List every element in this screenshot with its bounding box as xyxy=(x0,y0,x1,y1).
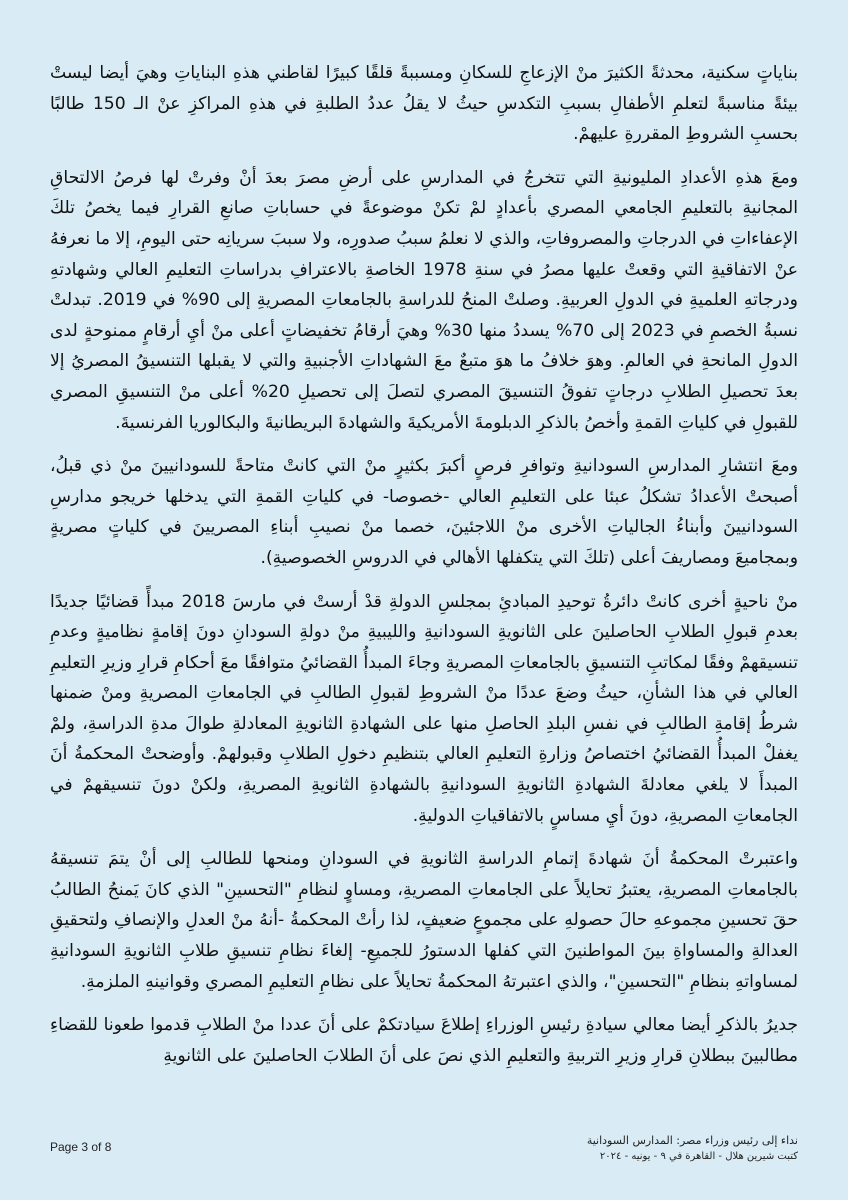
footer-byline: كتبت شيرين هلال - القاهرة في ٩ - يونيه - ٢٠٢٤ xyxy=(599,1151,798,1162)
document-body xyxy=(50,58,798,1084)
paragraph-4: منْ ناحيةٍ أخرى كانتْ دائرةُ توحيدِ المبادئِ بمجلسِ الدولةِ قدْ أرستْ في مارسَ 2018 مبدأً قضائيًا جديدًا بعدمِ قبولِ الطلابِ الحاصلينَ على الثانويةِ السودانيةِ والليبيةِ منْ دولةِ السودانِ دونَ إقامةٍ نظاميةٍ وعدمِ تنسيقهمْ وفقًا لمكاتبِ التنسيقِ بالجامعاتِ المصريةِ وجاءَ المبدأُ القضائيُ متوافقًا معَ أحكامِ قرارِ وزيرِ التعليمِ العالي في هذا الشأنِ، حيثُ وضعَ عددًا منْ الشروطِ لقبولِ الطالبِ في الجامعاتِ المصريةِ ومنْ ضمنها شرطُ إقامةِ الطالبِ في نفسِ البلدِ الحاصلِ منها على الشهادةِ الثانويةِ المعادلةِ طوالَ مدةِ الدراسةِ، ولمْ يغفلْ المبدأُ القضائيُ اختصاصُ وزارةِ التعليمِ العالي بتنظيمِ دخولِ الطلابِ وقبولهمْ. وأوضحتْ المحكمةُ أنَ المبدأَ لا يلغي معادلةَ الشهادةِ الثانويةِ السودانيةِ بالشهادةِ الثانويةِ المصريةِ، ولكنْ دونَ تنسيقهمْ في الجامعاتِ المصريةِ، دونَ أيِ مساسٍ بالاتفاقياتِ الدوليةِ. xyxy=(50,591,799,826)
footer-title: نداء إلى رئيس وزراء مصر: المدارس السودانية xyxy=(586,1134,798,1147)
page-number: Page 3 of 8 xyxy=(50,1140,112,1154)
paragraph-3: ومعَ انتشارِ المدارسِ السودانيةِ وتوافرِ فرصٍ أكبرَ بكثيرٍ منْ التي كانتْ متاحةً للسودانيينَ منْ ذي قبلُ، أصبحتْ الأعدادُ تشكلُ عبئا على التعليمِ العالي -خصوصا- في كلياتِ القمةِ التي يدخلها خريجو مدارسِ السودانيينَ وأبناءُ الجالياتِ الأخرى منْ اللاجئينَ، خصما منْ نصيبِ أبناءِ المصريينَ في كلياتٍ مصريةٍ وبمجاميعَ ومصاريفَ أعلى (تلكَ التي يتكفلها الأهالي في الدروسِ الخصوصيةِ). xyxy=(50,456,798,568)
paragraph-1: بناياتٍ سكنية، محدثةً الكثيرَ منْ الإزعاجِ للسكانِ ومسببةً قلقًا كبيرًا لقاطني هذهِ البناياتِ وهيَ أيضا ليستْ بيئةً مناسبةً لتعلمِ الأطفالِ بسببِ التكدسِ حيثُ لا يقلُ عددُ الطلبةِ في هذهِ المراكزِ عنْ الـ 150 طالبًا بحسبِ الشروطِ المقررةِ عليهمْ. xyxy=(50,63,798,145)
paragraph-6: جديرُ بالذكرِ أيضا معالي سيادةِ رئيسِ الوزراءِ إطلاعَ سيادتكمْ على أنَ عددا منْ الطلابِ قدموا طعونا للقضاءِ مطالبينَ ببطلانِ قرارِ وزيرِ التربيةِ والتعليمِ الذي نصَ على أنَ الطلابَ الحاصلينَ على الثانويةِ xyxy=(50,1015,798,1066)
paragraph-2: ومعَ هذهِ الأعدادِ المليونيةِ التي تتخرجُ في المدارسِ على أرضِ مصرَ بعدَ أنْ وفرتْ لها فرصُ الالتحاقِ المجانيةِ بالتعليمِ الجامعي المصري بأعدادٍ لمْ تكنْ موضوعةً في حساباتِ صانعِ القرارِ فيما يخصُ تلكَ الإعفاءاتِ في الدرجاتِ والمصروفاتِ، والذي لا نعلمُ سببُ صدورِه، ولا سببَ سريانِه حتى اليومِ، إلا ما نعرفهُ عنْ الاتفاقيةِ التي وقعتْ عليها مصرُ في سنةِ 1978 الخاصةِ بالاعترافِ بدراساتِ التعليمِ العالي وشهادتهِ ودرجاتهِ العلميةِ في الدولِ العربيةِ. وصلتْ المنحُ للدراسةِ بالجامعاتِ المصريةِ إلى 90% في 2019. تبدلتْ نسبةُ الخصمِ في 2023 إلى 70% يسددُ منها 30% وهيَ أرقامُ تخفيضاتٍ أعلى منْ أيِ أرقامٍ ممنوحةٍ لدى الدولِ المانحةِ في العالمِ. وهوَ خلافُ ما هوَ متبعٌ معَ الشهاداتِ الأجنبيةِ والتي لا يقبلها التنسيقُ المصريُ إلا بعدَ تحصيلِ الطلابِ درجاتٍ تفوقُ التنسيقَ المصري لتصلَ إلى تحصيلِ 20% أعلى منْ التنسيقِ المصري للقبولِ في كلياتِ القمةِ وأخصُ بالذكرِ الدبلومةَ الأمريكيةَ والشهادةَ البريطانيةَ والبكالوريا الفرنسيةَ. xyxy=(50,167,798,433)
footer-caption xyxy=(587,1132,798,1164)
paragraph-5: واعتبرتْ المحكمةُ أنَ شهادةَ إتمامِ الدراسةِ الثانويةِ في السودانِ ومنحها للطالبِ إلى أنْ يتمَ تنسيقهُ بالجامعاتِ المصريةِ، يعتبرُ تحايلاً على الجامعاتِ المصريةِ، ومساوٍ لنظامِ "التحسينِ" الذي كانَ يَمنحُ الطالبُ حقَ تحسينِ مجموعهِ حالَ حصولهِ على مجموعٍ ضعيفٍ، لذا رأتْ المحكمةُ -أنهُ منْ العدلِ والإنصافِ ولتحقيقِ العدالةِ والمساواةِ بينَ المواطنينَ التي كفلها الدستورُ للجميعِ- إلغاءَ نظامِ تنسيقِ طلابِ الثانويةِ السودانيةِ لمساواتهِ بنظامِ "التحسينِ"، والذي اعتبرتهُ المحكمةُ تحايلاً على نظامِ التعليمِ المصري وقوانينهِ الملزمةِ. xyxy=(50,849,798,992)
